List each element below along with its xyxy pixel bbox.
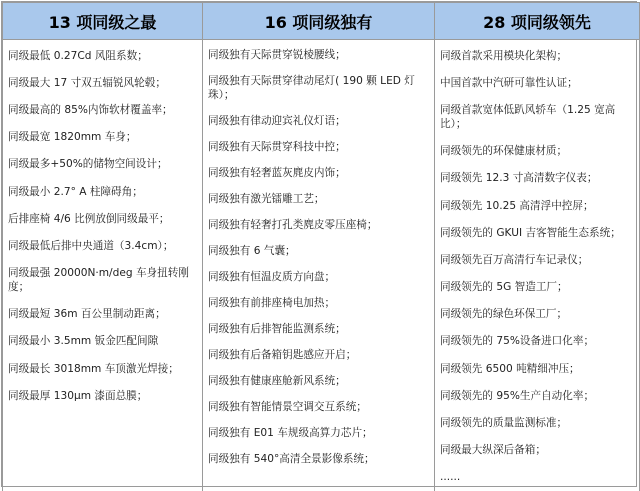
column-1-item [8, 328, 198, 355]
column-1-item-text: 同级最厚 130μm 漆面总膜； [8, 389, 198, 403]
comparison-table-frame [1, 1, 637, 487]
column-3-cell [435, 40, 640, 491]
column-1-item [8, 232, 198, 259]
column-3-item-text: 同级领先 6500 吨精细冲压； [440, 362, 635, 376]
column-3-item [440, 274, 635, 301]
column-3-item-text: 同级领先的绿色环保工厂； [440, 307, 635, 321]
column-1-item [8, 124, 198, 151]
content-row [3, 40, 640, 491]
header-cell-1: 13 项同级之最 [3, 3, 203, 40]
column-3-item-text: 同级领先的 95%生产自动化率； [440, 389, 635, 403]
comparison-table [2, 2, 640, 491]
column-1-item-text: 同级最宽 1820mm 车身； [8, 130, 198, 144]
column-2-list [203, 40, 434, 472]
column-2-item-text: 同级独有 540°高清全景影像系统； [208, 452, 430, 466]
column-2-item-text: 同级独有律动迎宾礼仪灯语； [208, 114, 430, 128]
header-cell-3: 28 项同级领先 [435, 3, 640, 40]
column-1-item-text: 同级最高的 85%内饰软材覆盖率； [8, 103, 198, 117]
column-2-item [208, 186, 430, 212]
column-1-item [8, 96, 198, 123]
column-3-item [440, 301, 635, 328]
column-2-item-text: 同级独有轻奢蓝灰麂皮内饰； [208, 166, 430, 180]
column-2-item [208, 42, 430, 68]
column-3-item [440, 464, 635, 491]
column-3-item-text: 中国首款中汽研可靠性认证； [440, 76, 635, 90]
column-3-item [440, 138, 635, 165]
column-2-item [208, 368, 430, 394]
column-2-item-text: 同级独有后排智能监测系统； [208, 322, 430, 336]
column-2-item [208, 342, 430, 368]
header-cell-2: 16 项同级独有 [203, 3, 435, 40]
column-1-item [8, 69, 198, 96]
column-2-item-text: 同级独有前排座椅电加热； [208, 296, 430, 310]
column-2-item-text: 同级独有天际贯穿锐棱腰线； [208, 48, 430, 62]
column-1-item [8, 260, 198, 301]
column-1-item-text: 同级最短 36m 百公里制动距离； [8, 307, 198, 321]
column-2-item [208, 212, 430, 238]
column-2-item-text: 同级独有轻奢打孔类麂皮零压座椅； [208, 218, 430, 232]
column-3-item [440, 165, 635, 192]
column-2-item [208, 238, 430, 264]
column-2-item-text: 同级独有天际贯穿科技中控； [208, 140, 430, 154]
column-2-item [208, 160, 430, 186]
column-3-list [435, 40, 639, 491]
column-1-cell [3, 40, 203, 491]
column-1-item [8, 301, 198, 328]
column-3-item-text: 同级首款宽体低趴风轿车（1.25 宽高比）； [440, 103, 635, 131]
column-2-item [208, 420, 430, 446]
column-3-item [440, 328, 635, 355]
column-3-item-text: ...... [440, 470, 635, 484]
column-3-item [440, 42, 635, 69]
column-3-item-text: 同级首款采用模块化架构； [440, 49, 635, 63]
column-2-item-text: 同级独有天际贯穿律动尾灯( 190 颗 LED 灯珠）； [208, 74, 430, 102]
column-2-item [208, 446, 430, 472]
column-3-item-text: 同级最大纵深后备箱； [440, 443, 635, 457]
column-3-item [440, 355, 635, 382]
column-3-item [440, 96, 635, 137]
column-3-item-text: 同级领先的 GKUI 吉客智能生态系统； [440, 226, 635, 240]
column-2-item [208, 290, 430, 316]
column-2-item-text: 同级独有健康座舱新风系统； [208, 374, 430, 388]
column-3-item-text: 同级领先的质量监测标准； [440, 416, 635, 430]
column-3-item [440, 382, 635, 409]
column-3-item-text: 同级领先百万高清行车记录仪； [440, 253, 635, 267]
column-3-item-text: 同级领先 12.3 寸高清数字仪表； [440, 171, 635, 185]
column-1-item-text: 同级最小 3.5mm 钣金匹配间隙 [8, 334, 198, 348]
column-3-item [440, 192, 635, 219]
column-2-item [208, 316, 430, 342]
column-1-list [3, 40, 202, 409]
column-3-item-text: 同级领先的 5G 智造工厂； [440, 280, 635, 294]
column-1-item-text: 同级最强 20000N·m/deg 车身扭转刚度； [8, 266, 198, 294]
column-1-item [8, 355, 198, 382]
column-2-item [208, 68, 430, 108]
column-1-item-text: 同级最低后排中央通道（3.4cm）； [8, 239, 198, 253]
column-1-item-text: 同级最多+50%的储物空间设计； [8, 157, 198, 171]
column-1-item-text: 同级最小 2.7° A 柱障碍角； [8, 185, 198, 199]
column-2-item-text: 同级独有智能情景空调交互系统； [208, 400, 430, 414]
column-2-item [208, 134, 430, 160]
column-1-item [8, 42, 198, 69]
column-2-cell [203, 40, 435, 491]
column-1-item-text: 同级最大 17 寸双五辐锐风轮毂； [8, 76, 198, 90]
column-3-item [440, 219, 635, 246]
column-2-item [208, 264, 430, 290]
column-3-item [440, 69, 635, 96]
column-1-item-text: 同级最低 0.27Cd 风阻系数； [8, 49, 198, 63]
column-2-item-text: 同级独有激光镭雕工艺； [208, 192, 430, 206]
column-3-item-text: 同级领先的环保健康材质； [440, 144, 635, 158]
column-3-item [440, 409, 635, 436]
column-1-item-text: 同级最长 3018mm 车顶激光焊接； [8, 362, 198, 376]
header-row [3, 3, 640, 40]
column-3-item-text: 同级领先的 75%设备进口化率； [440, 334, 635, 348]
column-1-item-text: 后排座椅 4/6 比例放倒同级最平； [8, 212, 198, 226]
column-1-item [8, 151, 198, 178]
column-3-item [440, 246, 635, 273]
column-3-item [440, 437, 635, 464]
column-2-item [208, 108, 430, 134]
column-3-item-text: 同级领先 10.25 高清浮中控屏； [440, 199, 635, 213]
column-2-item-text: 同级独有恒温皮质方向盘； [208, 270, 430, 284]
column-2-item [208, 394, 430, 420]
column-1-item [8, 205, 198, 232]
column-2-item-text: 同级独有 E01 车规级高算力芯片； [208, 426, 430, 440]
column-2-item-text: 同级独有后备箱钥匙感应开启； [208, 348, 430, 362]
column-1-item [8, 382, 198, 409]
column-2-item-text: 同级独有 6 气囊； [208, 244, 430, 258]
column-1-item [8, 178, 198, 205]
